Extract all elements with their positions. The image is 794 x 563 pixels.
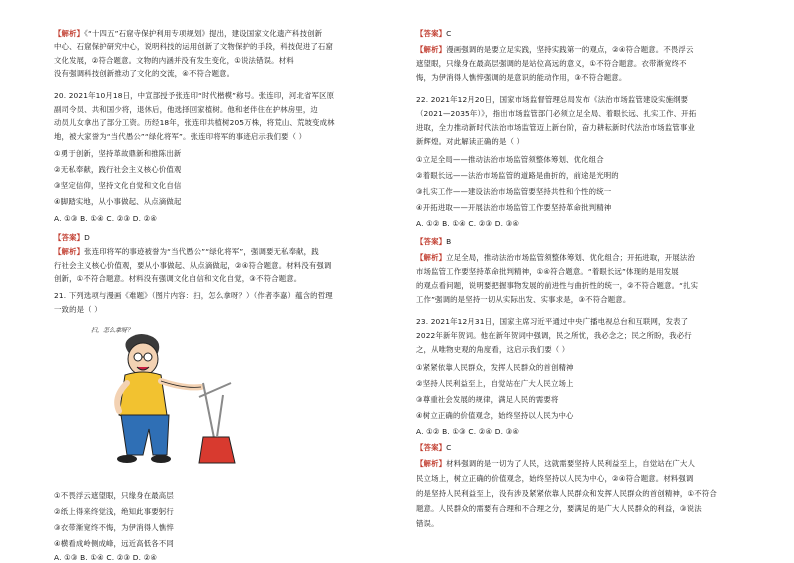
question-22-stem: （2021—2035年）》，指出市场监管部门必须立足全局、着眼长远、扎实工作、开拓: [416, 109, 697, 118]
answer-tag: 【答案】: [416, 443, 447, 452]
question-22-stem: 新辉煌。对此解读正确的是（ ）: [416, 137, 525, 146]
explanation-line: 遮望眼，只缘身在最高层强调的是站位高远的意义，①不符合题意。衣带渐宽终不: [416, 59, 687, 68]
explanation-line: 悔，为伊消得人憔悴强调的是意识的能动作用，③不符合题意。: [416, 73, 627, 82]
question-20-option: ④脚踏实地，从小事做起、从点滴做起: [54, 197, 182, 206]
explanation-line: 市场监管工作要坚持革命批判精神，①④符合题意。“着眼长远”体现的是用发展: [416, 267, 679, 276]
question-23-stem: 23. 2021年12月31日，国家主席习近平通过中央广播电视总台和互联网，发表了: [416, 317, 689, 326]
question-21-option: ④横看成岭侧成峰，远近高低各不同: [54, 539, 174, 548]
question-20-stem: 20. 2021年10月18日，中宣部授予张连印“时代楷模”称号。张连印，河北省军区原: [54, 91, 335, 100]
explanation-line: 题意。人民群众的需要有合理和不合理之分，要满足的是广大人民群众的利益，③说法: [416, 504, 702, 513]
question-20-stem: 副司令员、共和国少将，退休后，他选择回家植树。他和老伴住在护林房里，边: [54, 105, 318, 114]
question-21-stem: 一致的是（ ）: [54, 305, 102, 314]
explanation-line: 文化发展，②符合题意。文物的内涵并没有发生变化，①说法错误。材料: [54, 56, 294, 65]
explanation-line: 工作”强调的是坚持一切从实际出发、实事求是，③不符合题意。: [416, 295, 631, 304]
explanation-line: 的是坚持人民利益至上，没有涉及紧紧依靠人民群众和发挥人民群众的首创精神，①不符合: [416, 489, 717, 498]
question-22-option: ③扎实工作——建设法治市场监管要坚持共性和个性的统一: [416, 187, 612, 196]
question-21-option: ②纸上得来终觉浅，绝知此事要躬行: [54, 507, 174, 516]
question-20-stem: 动员儿女拿出了部分工资。历经18年，张连印共植树205万株，将荒山、荒坡变成林: [54, 118, 335, 127]
answer-tag: 【答案】: [416, 237, 447, 246]
explanation-line: 行社会主义核心价值观，要从小事做起、从点滴做起，②④符合题意。材料没有强调: [54, 261, 332, 270]
explanation-line: 【解析】《“十四五”石窟寺保护利用专项规划》提出，建设国家文化遗产科技创新: [54, 29, 323, 38]
question-20-option: ②无私奉献，践行社会主义核心价值观: [54, 165, 182, 174]
explanation-tag: 【解析】: [416, 253, 447, 262]
explanation-line: 中心、石窟保护研究中心，说明科技的运用创新了文物保护的手段，科技促进了石窟: [54, 42, 334, 51]
question-21-choices: A. ①③ B. ①④ C. ②③ D. ②④: [54, 553, 158, 562]
question-20-option: ③坚定信仰，坚持文化自觉和文化自信: [54, 181, 182, 190]
cartoon-drawing: [91, 325, 261, 485]
question-23-option: ②坚持人民利益至上，自觉站在广大人民立场上: [416, 379, 574, 388]
question-22-stem: 进取，全力推动新时代法治市场监管迈上新台阶，奋力耕耘新时代法治市场监管事业: [416, 123, 696, 132]
question-20-option: ①勇于创新，坚持革故鼎新和推陈出新: [54, 149, 182, 158]
answer-22: 【答案】B: [416, 237, 452, 246]
explanation-line: 创新，①不符合题意。材料没有强调文化自信和文化自觉，③不符合题意。: [54, 274, 302, 283]
explanation-line: 【解析】材料强调的是一切为了人民，这就需要坚持人民利益至上，自觉站在广大人: [416, 459, 696, 468]
explanation-tag: 【解析】: [416, 459, 447, 468]
cartoon-caption: 扫，怎么拿呀？: [91, 327, 134, 334]
explanation-line: 【解析】立足全局，推动法治市场监管须整体筹划、优化组合；开拓进取，开展法治: [416, 253, 696, 262]
answer-20: 【答案】D: [54, 233, 91, 242]
answer-tag: 【答案】: [416, 29, 447, 38]
question-23-stem: 之，从唯物史观的角度看，这启示我们要（ ）: [416, 345, 570, 354]
question-22-stem: 22. 2021年12月20日，国家市场监督管理总局发布《法治市场监管建设实施纲要: [416, 95, 689, 104]
explanation-line: 没有强调科技创新推动了文化的交流，④不符合题意。: [54, 69, 235, 78]
question-23-option: ①紧紧依靠人民群众，发挥人民群众的首创精神: [416, 363, 574, 372]
question-20-stem: 地，被大家誉为“当代愚公”“绿化将军”。张连印将军的事迹启示我们要（ ）: [54, 132, 307, 141]
question-22-option: ④开拓进取——开展法治市场监管工作要坚持革命批判精神: [416, 203, 612, 212]
cartoon-image: [91, 325, 261, 485]
answer-tag: 【答案】: [54, 233, 85, 242]
question-22-option: ①立足全局——推动法治市场监管须整体筹划、优化组合: [416, 155, 604, 164]
explanation-line: 【解析】漫画强调的是要立足实践，坚持实践第一的观点，②④符合题意。不畏浮云: [416, 45, 694, 54]
question-23-option: ④树立正确的价值观念，始终坚持以人民为中心: [416, 411, 574, 420]
question-21-option: ①不畏浮云遮望眼，只缘身在最高层: [54, 491, 174, 500]
question-22-choices: A. ①② B. ①④ C. ②③ D. ③④: [416, 219, 520, 228]
question-23-choices: A. ①② B. ①③ C. ②④ D. ③④: [416, 427, 520, 436]
explanation-line: 的观点看问题，说明要把握事物发展的前进性与曲折性的统一，②不符合题意。“扎实: [416, 281, 699, 290]
explanation-tag: 【解析】: [54, 29, 85, 38]
question-23-stem: 2022年新年贺词。他在新年贺词中强调，民之所忧，我必念之；民之所盼，我必行: [416, 331, 692, 340]
answer-23: 【答案】C: [416, 443, 452, 452]
explanation-line: 【解析】张连印将军的事迹被誉为“当代愚公”“绿化将军”，强调要无私奉献，践: [54, 247, 319, 256]
question-21-option: ③衣带渐宽终不悔，为伊消得人憔悴: [54, 523, 174, 532]
answer-21: 【答案】C: [416, 29, 452, 38]
explanation-tag: 【解析】: [54, 247, 85, 256]
explanation-line: 错误。: [416, 519, 439, 528]
explanation-line: 民立场上，树立正确的价值观念，始终坚持以人民为中心，②④符合题意。材料强调: [416, 474, 694, 483]
question-20-choices: A. ①③ B. ①④ C. ②③ D. ②④: [54, 214, 158, 223]
question-23-option: ③尊重社会发展的规律，满足人民的需要将: [416, 395, 559, 404]
question-21-stem: 21. 下列选项与漫画《难题》（图片内容：扫，怎么拿呀？）（作者李嘉）蕴含的哲理: [54, 291, 333, 300]
explanation-tag: 【解析】: [416, 45, 447, 54]
question-22-option: ②着眼长远——法治市场监管的道路是曲折的，前途是光明的: [416, 171, 619, 180]
